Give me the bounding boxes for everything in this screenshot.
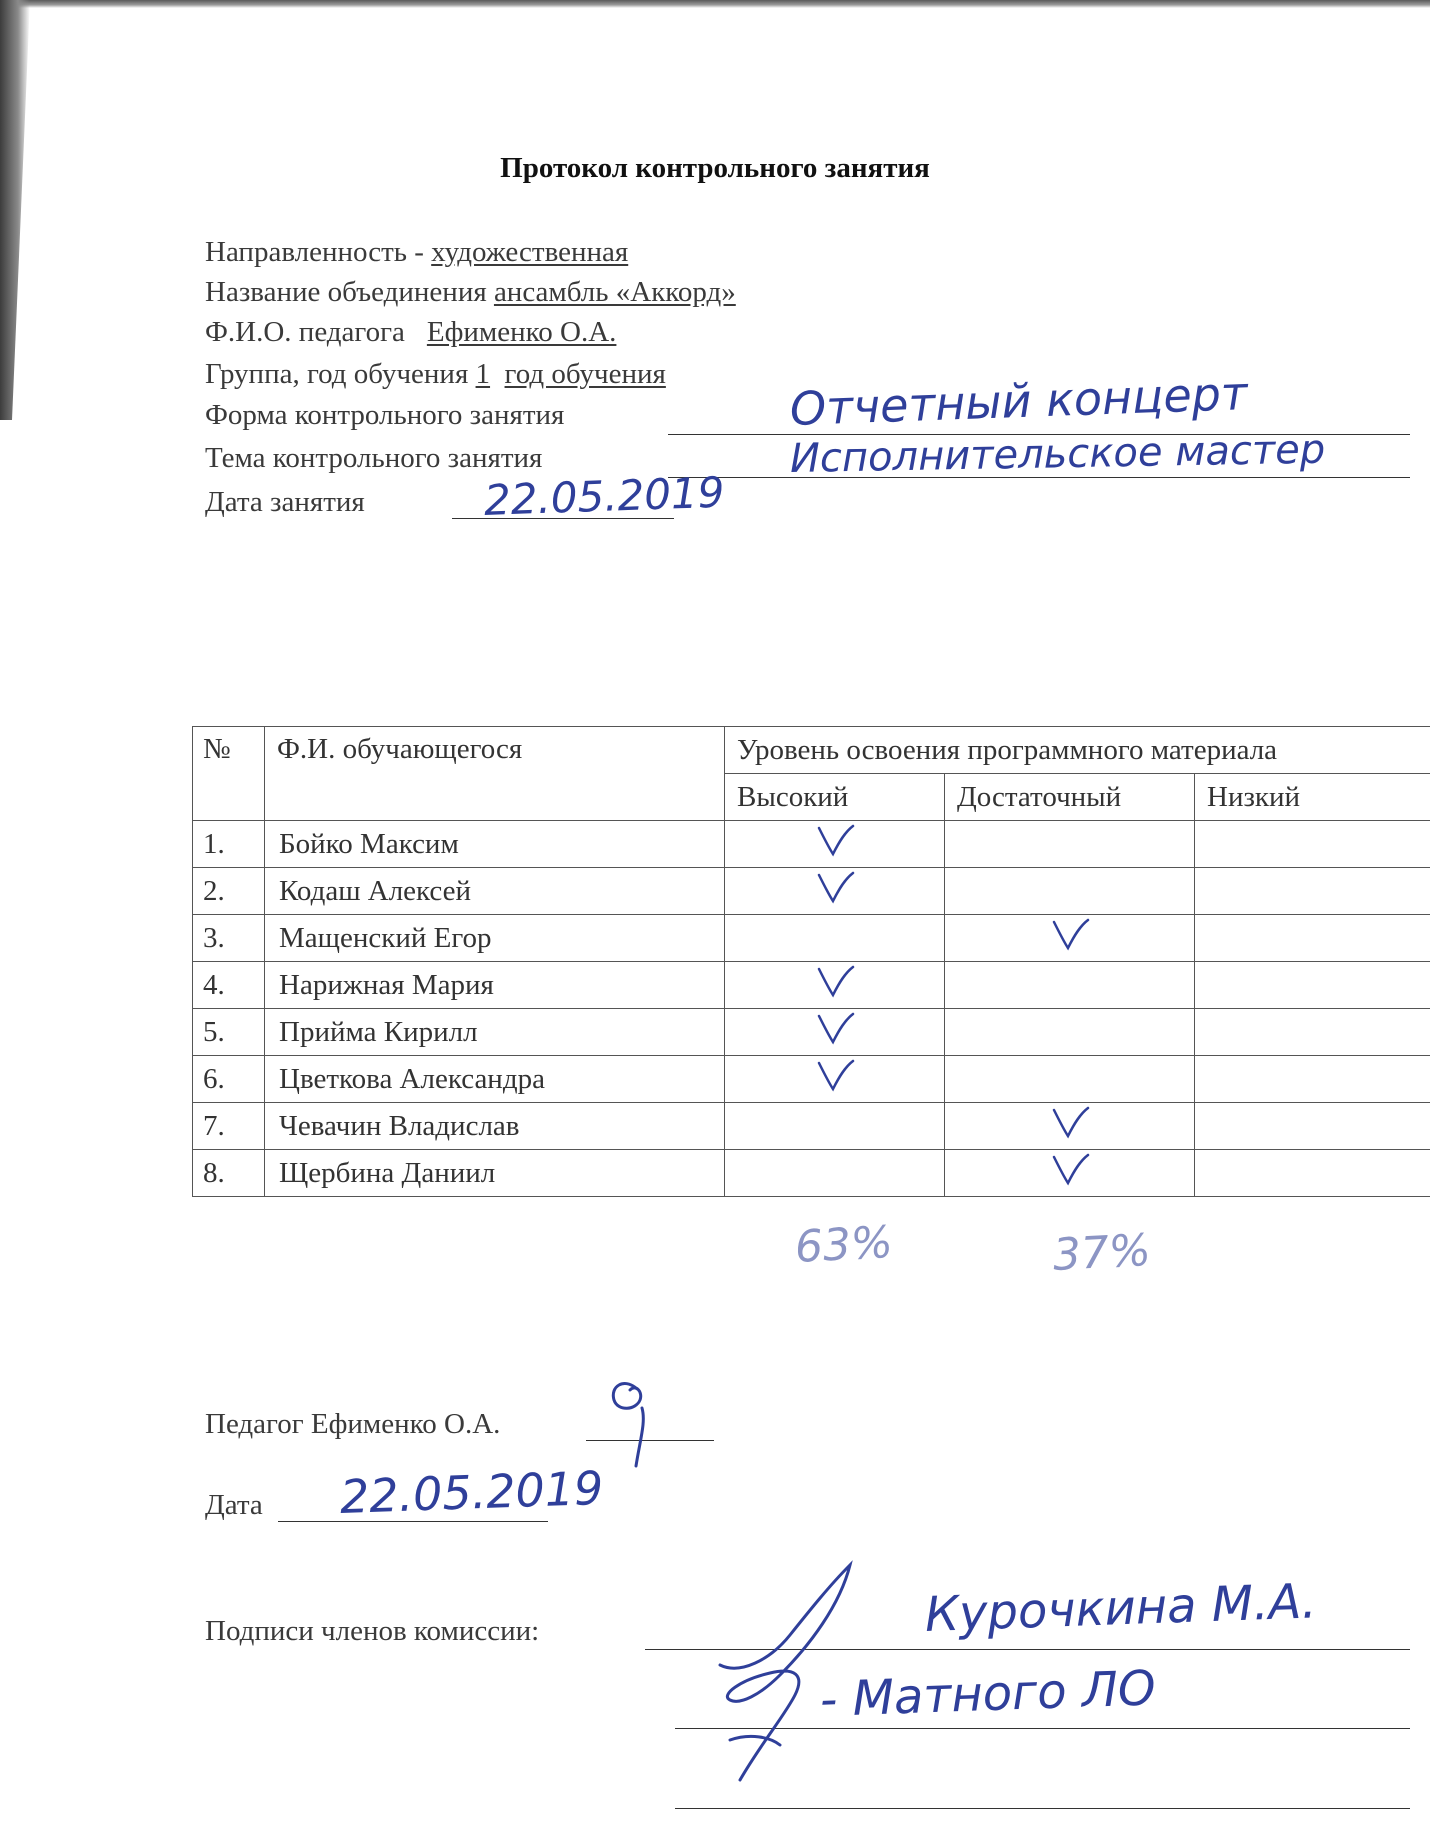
teacher-sign-label: Педагог Ефименко О.А. [205, 1408, 501, 1440]
level-sufficient-header: Достаточный [945, 774, 1195, 821]
table-row [193, 1150, 1430, 1197]
student-name: Щербина Даниил [265, 1150, 725, 1197]
form-handwritten: Отчетный концерт [789, 366, 1249, 436]
checkmark-icon [1048, 1162, 1092, 1194]
date-label: Дата занятия [205, 486, 365, 518]
group-year: 1 [475, 358, 491, 390]
student-name: Нарижная Мария [265, 962, 725, 1009]
table-row [193, 962, 1430, 1009]
teacher-signature-icon [596, 1370, 676, 1480]
topic-label: Тема контрольного занятия [205, 442, 543, 474]
checkmark-icon [813, 1068, 857, 1100]
checkmark-icon [1048, 1115, 1092, 1147]
student-name: Прийма Кирилл [265, 1009, 725, 1056]
level-cell-high [725, 962, 945, 1009]
document-title: Протокол контрольного занятия [500, 152, 930, 184]
checkmark-icon [813, 833, 857, 865]
percent-sufficient: 37% [1051, 1224, 1152, 1281]
student-name: Бойко Максим [265, 821, 725, 868]
level-cell-high [725, 1009, 945, 1056]
row-number: 3. [193, 915, 265, 962]
row-number: 2. [193, 868, 265, 915]
col-level-header: Уровень освоения программного материала [725, 727, 1430, 774]
sign-date-handwritten: 22.05.2019 [339, 1460, 605, 1524]
row-number: 1. [193, 821, 265, 868]
level-cell-low [1195, 1103, 1430, 1150]
table-row [193, 1009, 1430, 1056]
student-name: Чевачин Владислав [265, 1103, 725, 1150]
sign-date-label: Дата [205, 1489, 263, 1521]
direction-field [205, 235, 628, 269]
level-cell-sufficient [945, 915, 1195, 962]
level-cell-high [725, 821, 945, 868]
level-cell-high [725, 1056, 945, 1103]
level-cell-high [725, 868, 945, 915]
topic-handwritten: Исполнительское мастер [789, 426, 1326, 482]
form-field [205, 398, 564, 432]
level-cell-sufficient [945, 962, 1195, 1009]
level-cell-sufficient [945, 1103, 1195, 1150]
level-cell-low [1195, 1150, 1430, 1197]
percent-high: 63% [793, 1216, 894, 1273]
direction-label: Направленность - [205, 236, 432, 268]
form-label: Форма контрольного занятия [205, 399, 565, 431]
table-row [193, 1103, 1430, 1150]
commission-signature-icon [700, 1555, 870, 1785]
association-field [205, 275, 736, 309]
table-row [193, 868, 1430, 915]
level-cell-low [1195, 1009, 1430, 1056]
level-low-header: Низкий [1195, 774, 1430, 821]
table-body [193, 821, 1430, 1197]
association-value: ансамбль «Аккорд» [493, 276, 736, 308]
row-number: 7. [193, 1103, 265, 1150]
direction-value: художественная [431, 236, 629, 268]
assessment-table [192, 726, 1430, 1197]
level-cell-low [1195, 915, 1430, 962]
col-name-header: Ф.И. обучающегося [265, 727, 725, 821]
association-label: Название объединения [205, 276, 494, 308]
checkmark-icon [813, 880, 857, 912]
student-name: Кодаш Алексей [265, 868, 725, 915]
level-cell-low [1195, 821, 1430, 868]
commission-member-1: Курочкина М.А. [924, 1573, 1318, 1643]
row-number: 8. [193, 1150, 265, 1197]
level-cell-high [725, 915, 945, 962]
level-cell-sufficient [945, 1056, 1195, 1103]
level-cell-high [725, 1103, 945, 1150]
table-row [193, 821, 1430, 868]
commission-line-3 [675, 1808, 1410, 1809]
group-suffix: год обучения [504, 358, 666, 390]
group-field [205, 357, 666, 391]
commission-label: Подписи членов комиссии: [205, 1615, 540, 1647]
checkmark-icon [813, 1021, 857, 1053]
teacher-label: Ф.И.О. педагога [205, 316, 405, 348]
level-cell-sufficient [945, 821, 1195, 868]
row-number: 4. [193, 962, 265, 1009]
student-name: Цветкова Александра [265, 1056, 725, 1103]
table-row [193, 1056, 1430, 1103]
checkmark-icon [1048, 927, 1092, 959]
checkmark-icon [813, 974, 857, 1006]
col-num-header: № [193, 727, 265, 821]
level-cell-low [1195, 962, 1430, 1009]
row-number: 5. [193, 1009, 265, 1056]
scan-edge-left [0, 0, 30, 420]
level-high-header: Высокий [725, 774, 945, 821]
teacher-value: Ефименко О.А. [426, 316, 617, 348]
group-label: Группа, год обучения [205, 358, 476, 390]
commission-member-2: - Матного ЛО [819, 1660, 1157, 1728]
date-field [205, 485, 365, 519]
level-cell-sufficient [945, 868, 1195, 915]
level-cell-sufficient [945, 1009, 1195, 1056]
scan-edge-top [0, 0, 1430, 8]
teacher-field [205, 315, 616, 349]
level-cell-low [1195, 868, 1430, 915]
topic-field [205, 441, 542, 475]
level-cell-low [1195, 1056, 1430, 1103]
table-row [193, 915, 1430, 962]
date-handwritten: 22.05.2019 [483, 467, 726, 525]
level-cell-high [725, 1150, 945, 1197]
row-number: 6. [193, 1056, 265, 1103]
student-name: Мащенский Егор [265, 915, 725, 962]
level-cell-sufficient [945, 1150, 1195, 1197]
